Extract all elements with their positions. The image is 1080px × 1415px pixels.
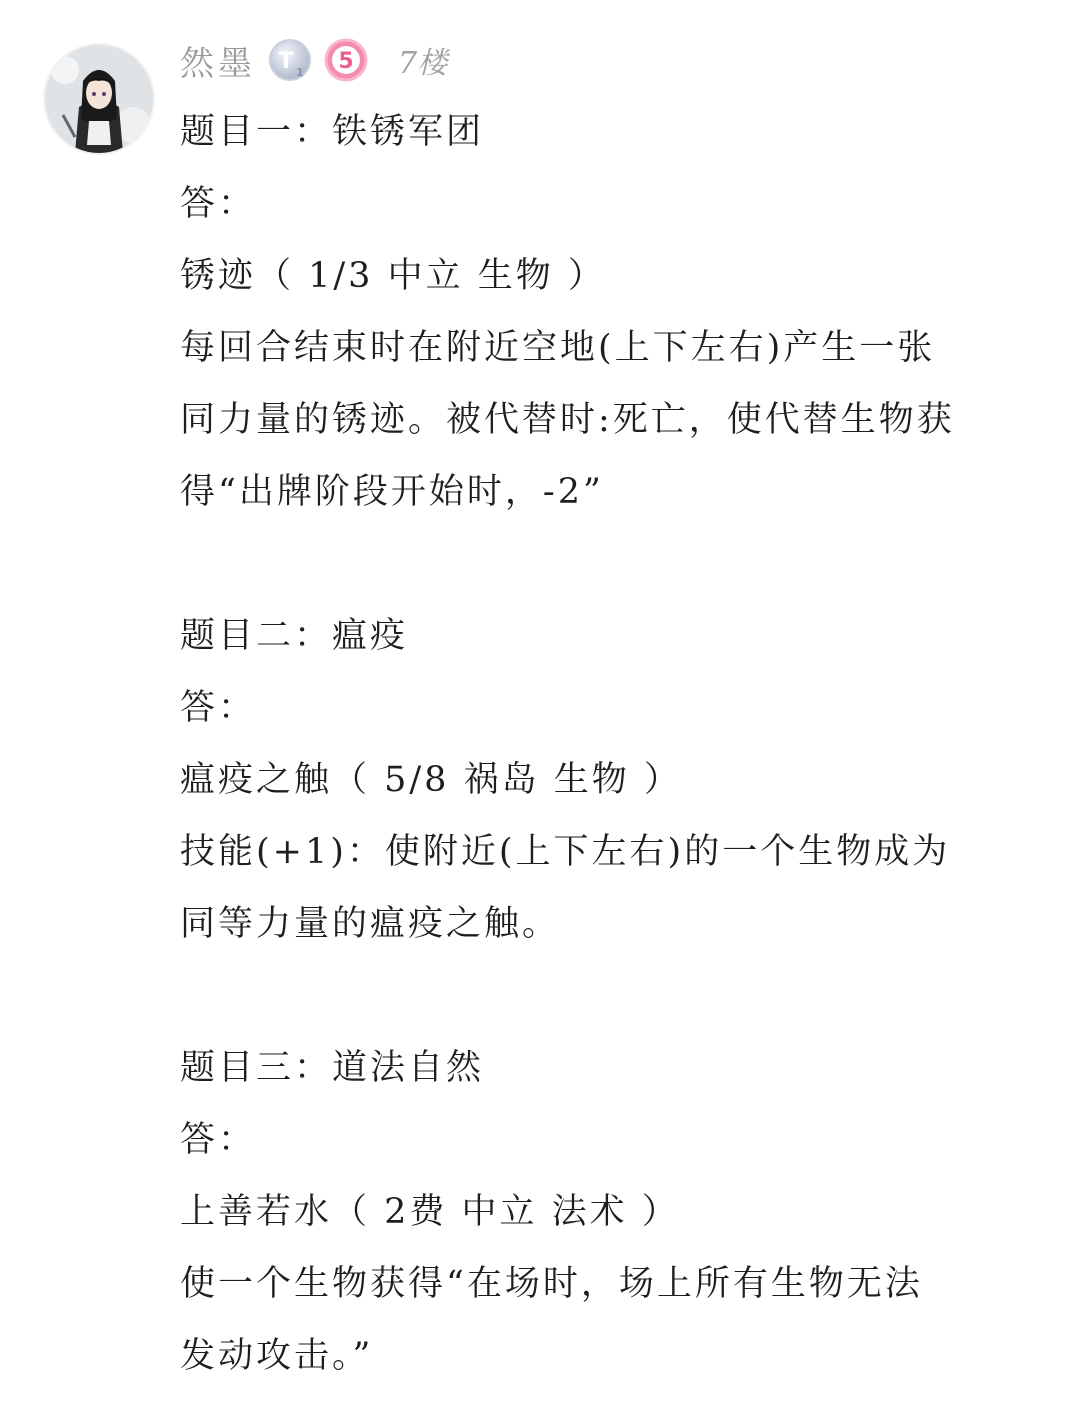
post-content (180, 96, 1040, 1392)
content-line: 题目三：道法自然 (180, 1048, 485, 1088)
content-line: 同等力量的瘟疫之触。 (180, 904, 561, 944)
blank-line (180, 528, 1040, 600)
content-line: 瘟疫之触（ 5/8 祸岛 生物 ） (180, 760, 682, 800)
content-line: 得“出牌阶段开始时，-2” (180, 472, 604, 512)
level-5-badge-icon (324, 38, 368, 82)
content-line: 答： (180, 1120, 257, 1160)
content-line: 发动攻击。” (180, 1336, 374, 1376)
content-line: 同力量的锈迹。被代替时:死亡，使代替生物获 (180, 400, 955, 440)
svg-text:5: 5 (338, 49, 354, 74)
content-line: 答： (180, 184, 257, 224)
blank-line (180, 960, 1040, 1032)
content-line: 使一个生物获得“在场时，场上所有生物无法 (180, 1264, 923, 1304)
content-line: 技能(+1)：使附近(上下左右)的一个生物成为 (180, 832, 951, 872)
content-line: 上善若水（ 2费 中立 法术 ） (180, 1192, 680, 1232)
username[interactable]: 然墨 (180, 43, 256, 84)
content-line: 答： (180, 688, 257, 728)
content-line: 题目一：铁锈军团 (180, 112, 485, 152)
level-t1-badge-icon (268, 38, 312, 82)
content-line: 每回合结束时在附近空地(上下左右)产生一张 (180, 328, 936, 368)
post-header (180, 36, 447, 84)
content-line: 锈迹（ 1/3 中立 生物 ） (180, 256, 606, 296)
svg-text:1: 1 (296, 66, 304, 79)
svg-text:T: T (278, 49, 294, 74)
content-line: 题目二：瘟疫 (180, 616, 409, 656)
avatar[interactable] (45, 45, 153, 153)
floor-number: 7楼 (398, 46, 448, 81)
avatar-image (45, 45, 153, 153)
